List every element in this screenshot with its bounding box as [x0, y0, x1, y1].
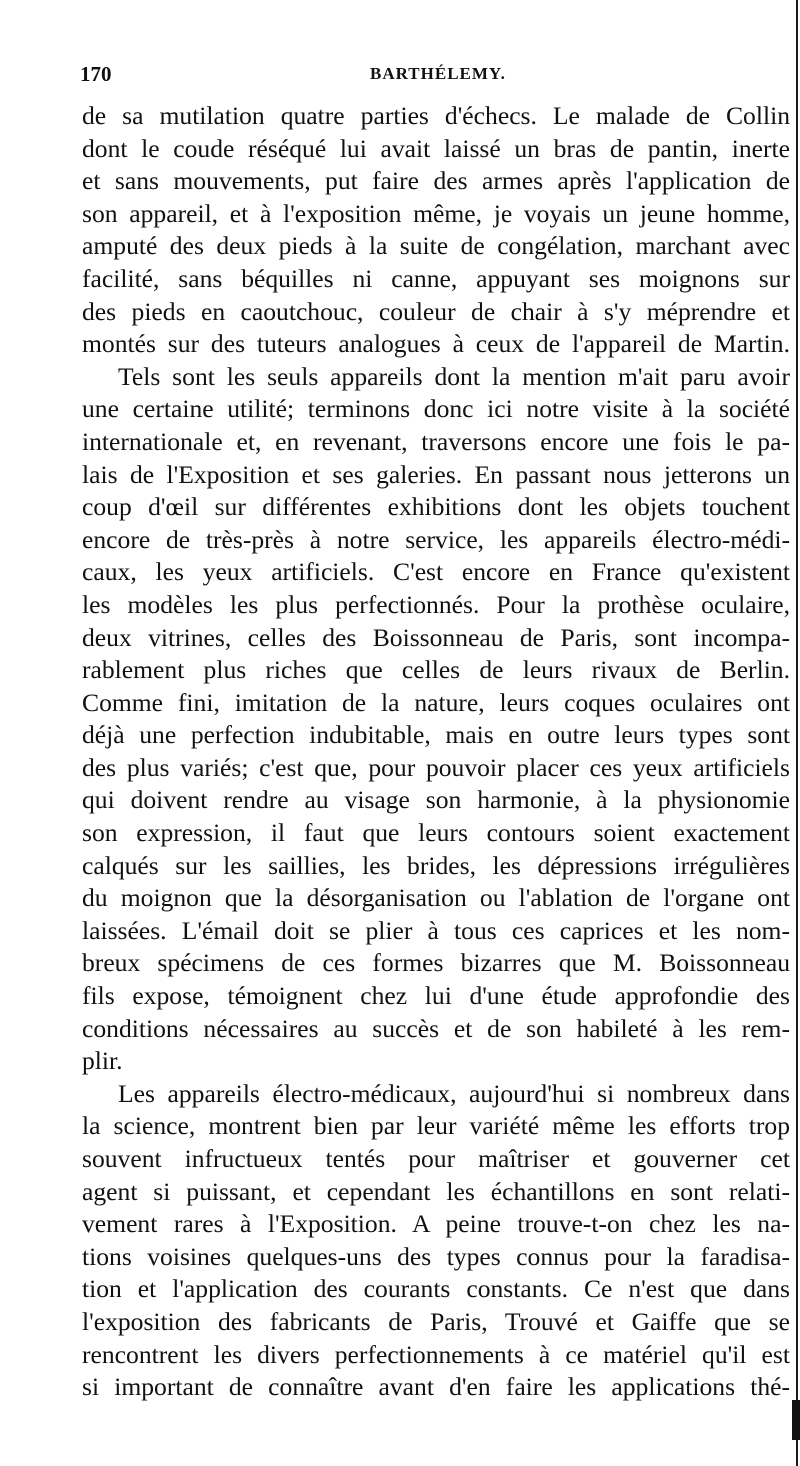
text-line: Les appareils électro-médicaux, aujourd'hui si nombreux dans [118, 1078, 790, 1108]
text-line: breux spécimens de ces formes bizarres que M. Boissonneau [82, 948, 790, 978]
text-line: l'exposition des fabricants de Paris, Trouvé et Gaiffe que se [82, 1306, 790, 1336]
text-line: Tels sont les seuls appareils dont la mention m'ait paru avoir [118, 361, 790, 391]
paragraph-3 [82, 1078, 790, 1404]
text-line: facilité, sans béquilles ni canne, appuyant ses moignons sur [82, 263, 790, 293]
text-line: déjà une perfection indubitable, mais en outre leurs types sont [82, 720, 790, 750]
text-line: vement rares à l'Exposition. A peine trouve-t-on chez les na- [82, 1209, 790, 1239]
text-line: montés sur des tuteurs analogues à ceux de l'appareil de Martin. [82, 329, 790, 359]
text-line: internationale et, en revenant, traversons encore une fois le pa- [82, 426, 790, 456]
text-line: des pieds en caoutchouc, couleur de chair à s'y méprendre et [82, 296, 790, 326]
text-line: souvent infructueux tentés pour maîtriser et gouverner cet [82, 1144, 790, 1173]
page-edge-mark [792, 1400, 800, 1440]
paragraph-1 [82, 100, 790, 361]
text-line: plir. [82, 1046, 123, 1076]
text-line: amputé des deux pieds à la suite de congélation, marchant avec [82, 231, 790, 261]
text-line: si important de connaître avant d'en faire les applications thé- [82, 1372, 790, 1402]
text-line: rablement plus riches que celles de leurs rivaux de Berlin. [82, 655, 790, 685]
text-line: du moignon que la désorganisation ou l'ablation de l'organe ont [82, 883, 790, 913]
text-line: tion et l'application des courants constants. Ce n'est que dans [82, 1274, 790, 1304]
text-line: les modèles les plus perfectionnés. Pour la prothèse oculaire, [82, 589, 790, 619]
text-line: de sa mutilation quatre parties d'échecs. Le malade de Collin [82, 101, 790, 130]
text-line: son appareil, et à l'exposition même, je voyais un jeune homme, [82, 198, 790, 228]
text-line: deux vitrines, celles des Boissonneau de Paris, sont incompa- [82, 622, 790, 652]
text-line: dont le coude réséqué lui avait laissé un bras de pantin, inerte [82, 133, 790, 163]
paragraph-2 [82, 361, 790, 1078]
text-line: laissées. L'émail doit se plier à tous ces caprices et les nom- [82, 915, 790, 945]
text-line: son expression, il faut que leurs contours soient exactement [82, 818, 790, 848]
text-line: rencontrent les divers perfectionnements à ce matériel qu'il est [82, 1339, 790, 1369]
text-line: tions voisines quelques-uns des types connus pour la faradisa- [82, 1241, 790, 1271]
text-line: calqués sur les saillies, les brides, les dépressions irrégulières [82, 850, 790, 880]
text-line: des plus variés; c'est que, pour pouvoir placer ces yeux artificiels [82, 752, 790, 782]
running-head: BARTHÉLEMY. [370, 64, 506, 83]
text-line: caux, les yeux artificiels. C'est encore en France qu'existent [82, 557, 790, 587]
page-number: 170 [80, 62, 112, 86]
text-line: coup d'œil sur différentes exhibitions dont les objets touchent [82, 492, 790, 522]
text-line: encore de très-près à notre service, les appareils électro-médi- [82, 524, 790, 554]
text-line: qui doivent rendre au visage son harmonie, à la physionomie [82, 785, 790, 815]
text-line: fils expose, témoignent chez lui d'une étude approfondie des [82, 981, 790, 1011]
body-text [82, 100, 790, 1404]
text-line: agent si puissant, et cependant les échantillons en sont relati- [82, 1176, 790, 1206]
text-line: Comme fini, imitation de la nature, leurs coques oculaires ont [82, 687, 790, 717]
text-line: conditions nécessaires au succès et de son habileté à les rem- [82, 1013, 790, 1043]
text-line: la science, montrent bien par leur variété même les efforts trop [82, 1111, 790, 1141]
text-line: et sans mouvements, put faire des armes après l'application de [82, 166, 790, 196]
text-line: une certaine utilité; terminons donc ici notre visite à la société [82, 394, 790, 424]
text-line: lais de l'Exposition et ses galeries. En passant nous jetterons un [82, 459, 790, 489]
page-header [80, 58, 780, 90]
page-edge-line [796, 0, 798, 1466]
